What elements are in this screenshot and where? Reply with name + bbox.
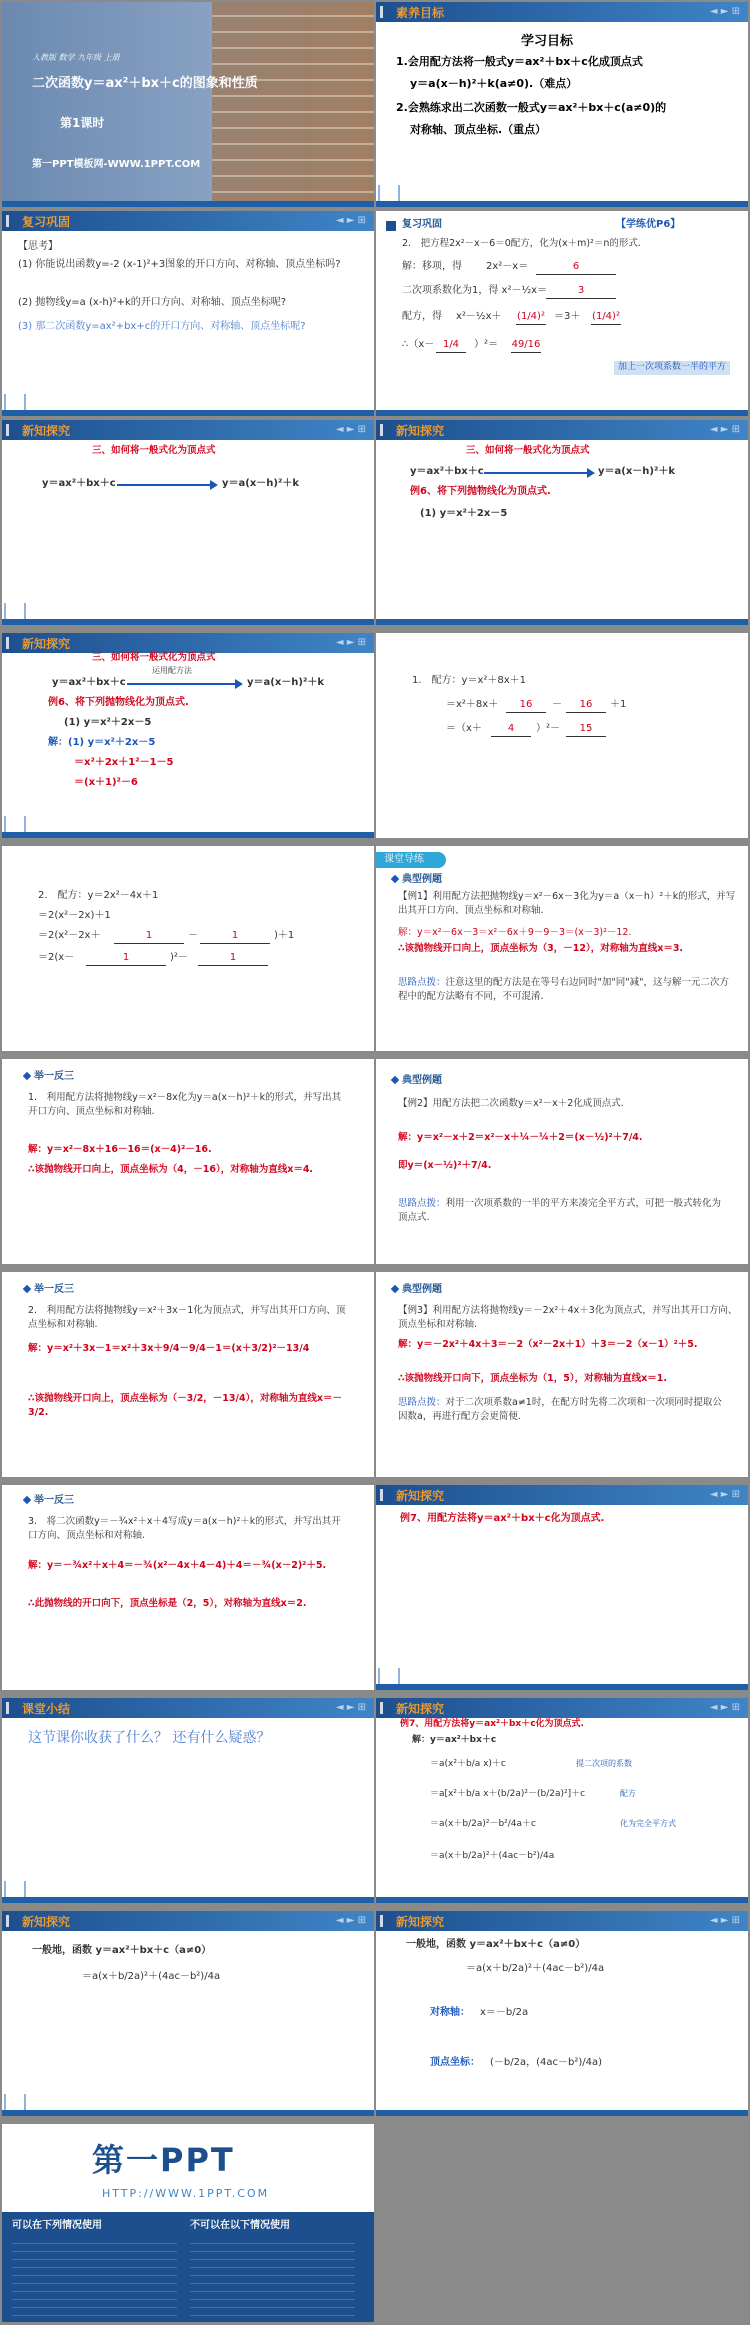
line-3c: )＋1 — [274, 930, 295, 941]
solution: 解：y＝x²－6x－3＝x²－6x＋9－9－3＝(x－3)²－12. — [398, 927, 632, 938]
question: 2. 利用配方法将抛物线y＝x²＋3x－1化为顶点式，并写出其开口方向、顶点坐标和对称轴. — [28, 1305, 346, 1331]
solution: 解：y＝x²－8x＋16－16＝(x－4)²－16. — [28, 1144, 212, 1155]
conclusion: ∴此抛物线的开口向下，顶点坐标是（2，5），对称轴为直线x＝2. — [28, 1598, 307, 1609]
line-4b: )²－ — [170, 952, 188, 963]
section-type: 举一反三 — [34, 1071, 74, 1082]
line-3a: ＝（x＋ — [446, 723, 482, 734]
tip-label: 思路点拨： — [398, 1198, 446, 1209]
arrow — [117, 484, 212, 486]
line-2a: ＝x²＋8x＋ — [446, 699, 499, 710]
note-2: 配方 — [620, 1789, 636, 1798]
question: 【例2】用配方法把二次函数y＝x²－x＋2化成顶点式. — [398, 1098, 624, 1109]
goal-2: 2.会熟练求出二次函数一般式y＝ax²＋bx＋c(a≠0)的 — [396, 101, 667, 114]
example-title: 例6、将下列抛物线化为顶点式. — [48, 697, 189, 708]
tip-text: 利用一次项系数的一半的平方来凑完全平方式，可把一般式转化为顶点式. — [398, 1198, 722, 1224]
answer-4: 15 — [566, 721, 606, 737]
think-label: 【思考】 — [18, 241, 58, 252]
cannot-use-title: 不可以在以下情况使用 — [190, 2220, 290, 2231]
answer-6: 49/16 — [511, 337, 541, 353]
terms-panel — [2, 2212, 374, 2322]
section-type: 典型例题 — [402, 874, 442, 885]
terms-list-right — [190, 2238, 355, 2316]
building-image — [212, 2, 374, 207]
method-label: 运用配方法 — [152, 666, 192, 675]
slide-title — [2, 2, 374, 207]
conclusion: ∴该抛物线开口向下，顶点坐标为（1，5），对称轴为直线x＝1. — [398, 1373, 667, 1384]
diamond-icon — [391, 1285, 399, 1293]
slide-goals — [376, 2, 748, 207]
answer-4: (1/4)² — [591, 309, 621, 325]
slide-new-1: 新知探究 ◄ ► ⊞ 三、如何将一般式化为顶点式 y＝ax²＋bx＋c y＝a(x－h)²＋k — [2, 420, 374, 625]
slide-new-5: 新知探究 ◄ ► ⊞ 例7、用配方法将y＝ax²＋bx＋c化为顶点式. 解：y＝ax²＋bx＋c ＝a(x²＋b/a x)＋c 提二次项的系数 ＝a[x²＋b/a x＋(b/2a)²－(b/2a)²]＋c 配方 ＝a(x＋b/2a)²－b²/4a＋c 化为完全平方式 ＝a(x＋b/2a)²＋(4ac－b²)/4a — [376, 1698, 748, 1903]
edition: 人教版 数学 九年级 上册 — [32, 53, 120, 62]
lesson: 第1课时 — [60, 116, 105, 130]
general-form: y＝ax²＋bx＋c — [42, 478, 116, 489]
terms-list-left — [12, 2238, 177, 2316]
diamond-icon — [23, 1285, 31, 1293]
slide-header-title: 复习巩固 — [402, 219, 442, 230]
slide-header-title: 新知探究 — [396, 1489, 445, 1503]
square-icon — [386, 221, 396, 231]
slide-review-exercise — [376, 211, 748, 416]
tip-text: 对于二次项系数a≠1时，在配方时先将二次项和一次项同时提取公因数a，再进行配方会更简便. — [398, 1397, 722, 1423]
step-3: ＝a(x＋b/2a)²－b²/4a＋c — [430, 1819, 537, 1829]
slide-new-4: 新知探究 ◄ ► ⊞ 例7、用配方法将y＝ax²＋bx＋c化为顶点式. — [376, 1485, 748, 1690]
question: 1. 利用配方法将抛物线y＝x²－8x化为y＝a(x－h)²＋k的形式，并写出其开口方向、顶点坐标和对称轴. — [28, 1092, 342, 1118]
vertex-formula: ＝a(x＋b/2a)²＋(4ac－b²)/4a — [82, 1971, 221, 1982]
step-2: ＝(x＋1)²－6 — [74, 777, 138, 788]
answer-1: 16 — [506, 697, 546, 713]
solution: 解：(1) y＝x²＋2x－5 — [48, 737, 156, 748]
slide-example-2 — [376, 1059, 748, 1264]
slide-practice-4 — [2, 1272, 374, 1477]
answer-1: 1 — [114, 928, 184, 944]
line-4: 配方，得 — [402, 311, 442, 322]
axis-label: 对称轴： — [430, 2007, 470, 2018]
line-2: ＝2(x²－2x)＋1 — [38, 910, 111, 921]
line-1: 2. 把方程2x²－x－6＝0配方，化为(x＋m)²＝n的形式. — [402, 238, 641, 249]
answer-3: 4 — [491, 721, 531, 737]
step-2: ＝a[x²＋b/a x＋(b/2a)²－(b/2a)²]＋c — [430, 1789, 586, 1799]
step-4: ＝a(x＋b/2a)²＋(4ac－b²)/4a — [430, 1851, 555, 1861]
slide-header-title: 新知探究 — [22, 1915, 71, 1929]
line-2c: ＋1 — [610, 699, 627, 710]
line-4b: x²－½x＋ — [456, 311, 502, 322]
section-type: 典型例题 — [402, 1284, 442, 1295]
example-title: 例7、用配方法将y＝ax²＋bx＋c化为顶点式. — [400, 1719, 584, 1729]
diamond-icon — [391, 875, 399, 883]
section-tag: 课堂导练 — [376, 852, 446, 868]
line-5: ∴（x－ — [402, 339, 435, 350]
tip-label: 思路点拨： — [398, 977, 446, 988]
logo-url: HTTP://WWW.1PPT.COM — [102, 2187, 270, 2200]
vertex-form: y＝a(x－h)²＋k — [247, 677, 325, 688]
slide-new-2: 新知探究 ◄ ► ⊞ 三、如何将一般式化为顶点式 y＝ax²＋bx＋c y＝a(x－h)²＋k 例6、将下列抛物线化为顶点式. (1) y＝x²＋2x－5 — [376, 420, 748, 625]
site-url: 第一PPT模板网-WWW.1PPT.COM — [32, 159, 201, 170]
line-2: 解：移项，得 — [402, 261, 462, 272]
slide-header-title: 新知探究 — [396, 1915, 445, 1929]
line-1: 2. 配方：y＝2x²－4x＋1 — [38, 890, 159, 901]
answer-2: 3 — [546, 283, 616, 299]
answer-5: 1/4 — [436, 337, 466, 353]
slide-header-title: 新知探究 — [396, 424, 445, 438]
arrow — [127, 683, 237, 685]
slide-new-6: 新知探究 ◄ ► ⊞ 一般地，函数 y＝ax²＋bx＋c（a≠0） ＝a(x＋b/2a)²＋(4ac－b²)/4a — [2, 1911, 374, 2116]
vertex-label: 顶点坐标： — [430, 2057, 480, 2068]
vertex-form: y＝a(x－h)²＋k — [598, 466, 676, 477]
problem-1: (1) y＝x²＋2x－5 — [420, 508, 508, 519]
line-1: 1. 配方：y＝x²＋8x＋1 — [412, 675, 527, 686]
reference: 【学练优P6】 — [616, 219, 681, 230]
question-3: (3) 那二次函数y=ax²+bx+c的开口方向、对称轴、顶点坐标呢? — [18, 321, 306, 332]
slide-new-3: 新知探究 ◄ ► ⊞ 三、如何将一般式化为顶点式 y＝ax²＋bx＋c 运用配方法 y＝a(x－h)²＋k 例6、将下列抛物线化为顶点式. (1) y＝x²＋2x－5 解：(1) y＝x²＋2x－5 ＝x²＋2x＋1²－1－5 ＝(x＋1)²－6 — [2, 633, 374, 838]
goal-1b: y＝a(x－h)²＋k(a≠0).（难点） — [410, 77, 578, 90]
line-4a: ＝2(x－ — [38, 952, 75, 963]
slide-header: 素养目标 ◄ ► ⊞ — [376, 2, 748, 22]
axis-formula: x＝－b/2a — [480, 2007, 529, 2018]
question: 【例3】利用配方法将抛物线y＝－2x²＋4x＋3化为顶点式，并写出其开口方向、顶点坐标和对称轴. — [398, 1305, 738, 1331]
step-1: ＝x²＋2x＋1²－1－5 — [74, 757, 174, 768]
line-3b: － — [188, 930, 198, 941]
slide-practice-3 — [2, 1059, 374, 1264]
footer-bar — [2, 201, 374, 207]
diamond-icon — [23, 1496, 31, 1504]
goal-2b: 对称轴、顶点坐标.（重点） — [410, 123, 547, 136]
line-4c: ＝3＋ — [554, 311, 581, 322]
slide-practice-1 — [376, 633, 748, 838]
problem-1: (1) y＝x²＋2x－5 — [64, 717, 152, 728]
general-form: y＝ax²＋bx＋c — [410, 466, 484, 477]
vertex-form: y＝a(x－h)²＋k — [222, 478, 300, 489]
solution: 解：y＝－¾x²＋x＋4＝－¾(x²－4x＋4－4)＋4＝－¾(x－2)²＋5. — [28, 1560, 327, 1571]
slide-new-7: 新知探究 ◄ ► ⊞ 一般地，函数 y＝ax²＋bx＋c（a≠0） ＝a(x＋b/2a)²＋(4ac－b²)/4a 对称轴： x＝－b/2a 顶点坐标： (－b/2a，(4ac－b²)/4a) — [376, 1911, 748, 2116]
diamond-icon — [23, 1072, 31, 1080]
can-use-title: 可以在下列情况使用 — [12, 2220, 102, 2231]
answer-4: 1 — [198, 950, 268, 966]
note-3: 化为完全平方式 — [620, 1819, 676, 1828]
note-1: 提二次项的系数 — [576, 1759, 632, 1768]
arrow — [484, 472, 589, 474]
summary-question: 这节课你收获了什么？ 还有什么疑惑？ — [28, 1730, 271, 1746]
line-3b: ）²－ — [536, 723, 561, 734]
vertex-formula: ＝a(x＋b/2a)²＋(4ac－b²)/4a — [466, 1963, 605, 1974]
step-1: ＝a(x²＋b/a x)＋c — [430, 1759, 506, 1769]
line-3: 二次项系数化为1，得 x²－½x＝ — [402, 285, 548, 296]
slide-header-title: 课堂小结 — [22, 1702, 71, 1716]
solution: 解：y＝x²＋3x－1＝x²＋3x＋9/4－9/4－1＝(x＋3/2)²－13/4 — [28, 1343, 310, 1354]
slide-example-3 — [376, 1272, 748, 1477]
slide-practice-2 — [2, 846, 374, 1051]
slide-title-text: 二次函数y＝ax²＋bx＋c的图象和性质 — [32, 76, 258, 91]
vertex-coordinates: (－b/2a，(4ac－b²)/4a) — [490, 2057, 603, 2068]
slide-header-title: 新知探究 — [22, 637, 71, 651]
goals-heading: 学习目标 — [521, 34, 574, 49]
solution: 解：y＝ax²＋bx＋c — [412, 1735, 497, 1745]
example-title: 例6、将下列抛物线化为顶点式. — [410, 486, 551, 497]
slide-end — [2, 2124, 374, 2322]
line-5b: ）²＝ — [474, 339, 499, 350]
section-type: 举一反三 — [34, 1284, 74, 1295]
answer-1: 6 — [536, 259, 616, 275]
answer-2: 16 — [566, 697, 606, 713]
subtitle: 三、如何将一般式化为顶点式 — [92, 652, 216, 663]
answer-2: 1 — [200, 928, 270, 944]
slide-header-title: 复习巩固 — [22, 215, 71, 229]
subtitle: 三、如何将一般式化为顶点式 — [92, 445, 216, 456]
slide-summary: 课堂小结 ◄ ► ⊞ 这节课你收获了什么？ 还有什么疑惑？ — [2, 1698, 374, 1903]
hint-note: 加上一次项系数一半的平方 — [614, 361, 730, 375]
slide-review: 复习巩固 ◄ ► ⊞ 【思考】 (1) 你能说出函数y=-2 (x-1)²+3图象的开口方向、对称轴、顶点坐标吗? (2) 抛物线y=a (x-h)²+k的开口方向、对称轴、顶点坐标呢? (3) 那二次函数y=ax²+bx+c的开口方向、对称轴、顶点坐标呢? — [2, 211, 374, 416]
section-type: 典型例题 — [402, 1075, 442, 1086]
line-2b: － — [552, 699, 562, 710]
question-2: (2) 抛物线y=a (x-h)²+k的开口方向、对称轴、顶点坐标呢? — [18, 297, 287, 308]
subtitle: 三、如何将一般式化为顶点式 — [466, 445, 590, 456]
general-form: y＝ax²＋bx＋c — [52, 677, 126, 688]
conclusion: ∴该抛物线开口向上，顶点坐标为（4，－16），对称轴为直线x＝4. — [28, 1164, 314, 1175]
conclusion: ∴该抛物线开口向上，顶点坐标为（－3/2，－13/4），对称轴为直线x＝－3/2. — [28, 1393, 342, 1419]
tip-label: 思路点拨： — [398, 1397, 446, 1408]
solution: 解：y＝－2x²＋4x＋3＝－2（x²－2x＋1）＋3＝－2（x－1）²＋5. — [398, 1339, 698, 1350]
diamond-icon — [391, 1076, 399, 1084]
question: 3. 将二次函数y＝－¾x²＋x＋4写成y＝a(x－h)²＋k的形式，并写出其开口方向、顶点坐标和对称轴. — [28, 1516, 341, 1542]
slide-example-1 — [376, 846, 748, 1051]
slide-header-title: 新知探究 — [396, 1702, 445, 1716]
answer-3: 1 — [86, 950, 166, 966]
tip-text: 注意这里的配方法是在等号右边同时"加"同"减"，这与解一元二次方程中的配方法略有不同，不可混淆. — [398, 977, 729, 1003]
answer-3: (1/4)² — [516, 309, 546, 325]
logo: 第一PPT — [92, 2141, 235, 2179]
general-statement: 一般地，函数 y＝ax²＋bx＋c（a≠0） — [406, 1939, 586, 1950]
goal-1: 1.会用配方法将一般式y＝ax²＋bx＋c化成顶点式 — [396, 55, 643, 68]
example-title: 例7、用配方法将y＝ax²＋bx＋c化为顶点式. — [400, 1513, 605, 1524]
section-type: 举一反三 — [34, 1495, 74, 1506]
line-3a: ＝2(x²－2x＋ — [38, 930, 101, 941]
slide-header-title: 新知探究 — [22, 424, 71, 438]
question: 【例1】利用配方法把抛物线y＝x²－6x－3化为y＝a（x－h）²＋k的形式，并写出其开口方向、顶点坐标和对称轴. — [398, 891, 736, 917]
conclusion: 即y＝(x－½)²＋7/4. — [398, 1160, 492, 1171]
line-2b: 2x²－x＝ — [486, 261, 529, 272]
question-1: (1) 你能说出函数y=-2 (x-1)²+3图象的开口方向、对称轴、顶点坐标吗? — [18, 259, 341, 270]
general-statement: 一般地，函数 y＝ax²＋bx＋c（a≠0） — [32, 1945, 212, 1956]
solution: 解：y＝x²－x＋2＝x²－x＋¼－¼＋2＝(x－½)²＋7/4. — [398, 1132, 643, 1143]
slide-practice-5 — [2, 1485, 374, 1690]
conclusion: ∴该抛物线开口向上，顶点坐标为（3，－12），对称轴为直线x＝3. — [398, 943, 684, 954]
